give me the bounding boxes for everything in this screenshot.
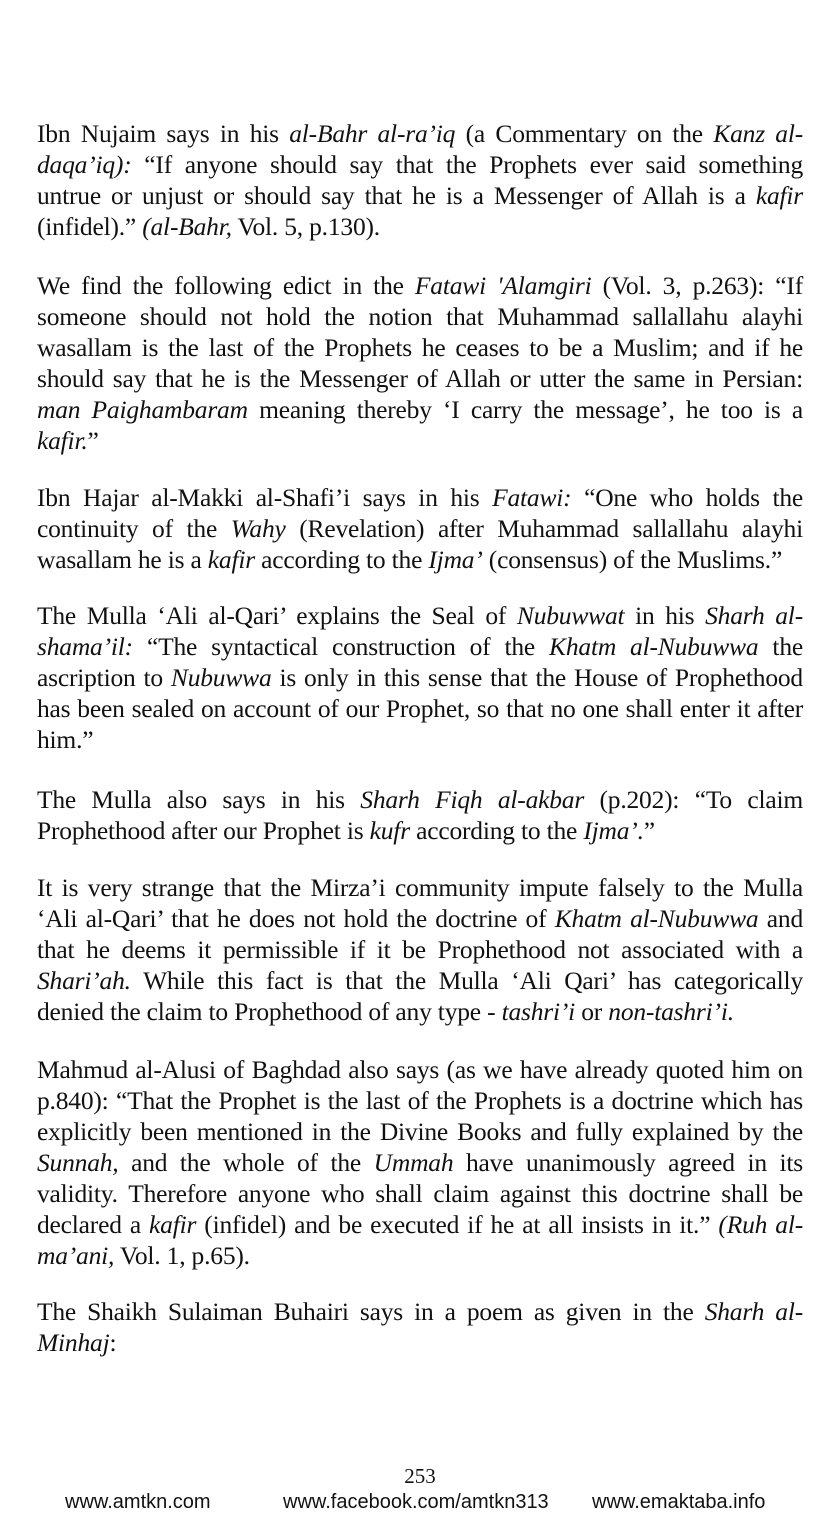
text-run: (consensus) of the Muslims.”: [482, 545, 783, 574]
text-run: according to the: [409, 816, 584, 845]
italic-text: non-tashri’i.: [608, 997, 734, 1026]
italic-text: Sharh al-shama’il:: [37, 601, 803, 661]
footer-link-emaktaba[interactable]: www.emaktaba.info: [592, 1491, 766, 1513]
paragraph: [37, 784, 803, 846]
text-run: have unanimously agreed in its validity. Therefore anyone who shall claim against this doctrine shall be declared a: [37, 1148, 803, 1239]
paragraph: [37, 600, 803, 755]
italic-text: kufr: [369, 816, 410, 845]
italic-text: Sunnah,: [37, 1148, 119, 1177]
paragraph: [37, 872, 803, 1027]
italic-text: Ijma’: [428, 545, 483, 574]
text-run: ”: [643, 816, 655, 845]
italic-text: kafir: [207, 545, 255, 574]
italic-text: Fatawi:: [492, 483, 572, 512]
page-number: 253: [404, 1464, 436, 1488]
text-run: We find the following edict in the: [37, 271, 415, 300]
footer-link-facebook[interactable]: www.facebook.com/amtkn313: [283, 1491, 549, 1513]
paragraph: [37, 1296, 803, 1358]
text-run: according to the: [254, 545, 429, 574]
text-run: “If anyone should say that the Prophets ever said something untrue or unjust or should say that he is a Messenger of Allah is a: [37, 150, 803, 210]
text-run: Ibn Hajar al-Makki al-Shafi’i says in his: [37, 483, 493, 512]
text-run: the ascription to: [37, 632, 803, 692]
text-run: It is very strange that the Mirza’i community impute falsely to the Mulla ‘Ali al-Qari’ that he does not hold the doctrine of: [37, 873, 803, 933]
italic-text: Sharh Fiqh al-akbar: [360, 785, 585, 814]
text-run: and that he deems it permissible if it be Prophethood not associated with a: [37, 904, 803, 964]
text-run: ”: [87, 426, 99, 455]
italic-text: man Paighambaram: [37, 395, 248, 424]
text-run: The Shaikh Sulaiman Buhairi says in a poem as given in the: [37, 1297, 705, 1326]
text-run: or: [575, 997, 609, 1026]
text-run: :: [109, 1328, 117, 1357]
italic-text: (Ruh al-ma’ani,: [37, 1210, 803, 1270]
text-run: “One who holds the continuity of the: [37, 483, 804, 543]
footer-link-amtkn[interactable]: www.amtkn.com: [65, 1491, 211, 1513]
italic-text: Ijma’.: [583, 816, 644, 845]
italic-text: Khatm al-Nubuwwa: [549, 632, 759, 661]
text-run: Vol. 1, p.65).: [114, 1241, 250, 1270]
italic-text: Kanz al-daqa’iq):: [37, 119, 804, 179]
paragraph: [37, 482, 803, 575]
italic-text: Wahy: [230, 514, 286, 543]
italic-text: (al-Bahr,: [142, 212, 232, 241]
italic-text: Ummah: [373, 1148, 454, 1177]
text-run: and the whole of the: [118, 1148, 374, 1177]
text-run: (p.202): “To claim Prophethood after our Prophet is: [37, 785, 803, 845]
italic-text: kafir: [755, 181, 803, 210]
italic-text: Nubuwwat: [516, 601, 625, 630]
text-run: (Vol. 3, p.263): “If someone should not hold the notion that Muhammad sallallahu alayhi wasallam is the last of the Prophets he ceases to be a Muslim; and if he should say that he is the Messenger of Allah or utter the same in Persian:: [37, 271, 803, 393]
text-run: is only in this sense that the House of Prophethood has been sealed on account of our Prophet, so that no one shall enter it after him.”: [37, 663, 803, 754]
italic-text: Sharh al-Minhaj: [37, 1297, 803, 1357]
italic-text: Shari’ah.: [37, 966, 131, 995]
text-run: The Mulla ‘Ali al-Qari’ explains the Seal of: [37, 601, 517, 630]
paragraph: [37, 270, 803, 456]
italic-text: kafir.: [37, 426, 88, 455]
text-run: (a Commentary on the: [455, 119, 714, 148]
italic-text: tashri’i: [501, 997, 576, 1026]
paragraph: [37, 1054, 803, 1271]
text-run: Ibn Nujaim says in his: [37, 119, 290, 148]
text-run: in his: [624, 601, 706, 630]
text-run: (infidel) and be executed if he at all insists in it.”: [196, 1210, 719, 1239]
text-run: While this fact is that the Mulla ‘Ali Qari’ has categorically denied the claim to Prophethood of any type -: [37, 966, 803, 1026]
italic-text: al-Bahr al-ra’iq: [289, 119, 456, 148]
italic-text: Khatm al-Nubuwwa: [554, 904, 759, 933]
text-run: “The syntactical construction of the: [132, 632, 550, 661]
italic-text: Fatawi 'Alamgiri: [414, 271, 592, 300]
text-run: meaning thereby ‘I carry the message’, he too is a: [247, 395, 803, 424]
paragraph: [37, 118, 803, 242]
text-run: Vol. 5, p.130).: [231, 212, 380, 241]
text-run: (infidel).”: [37, 212, 143, 241]
text-run: (Revelation) after Muhammad sallallahu alayhi wasallam he is a: [37, 514, 803, 574]
text-run: Mahmud al-Alusi of Baghdad also says (as we have already quoted him on p.840): “That the Prophet is the last of the Prophets is a doctrine which has explicitly been mentioned in the Divine Books and fully explained by the: [37, 1055, 803, 1146]
italic-text: kafir: [149, 1210, 197, 1239]
text-run: The Mulla also says in his: [37, 785, 361, 814]
italic-text: Nubuwwa: [170, 663, 272, 692]
